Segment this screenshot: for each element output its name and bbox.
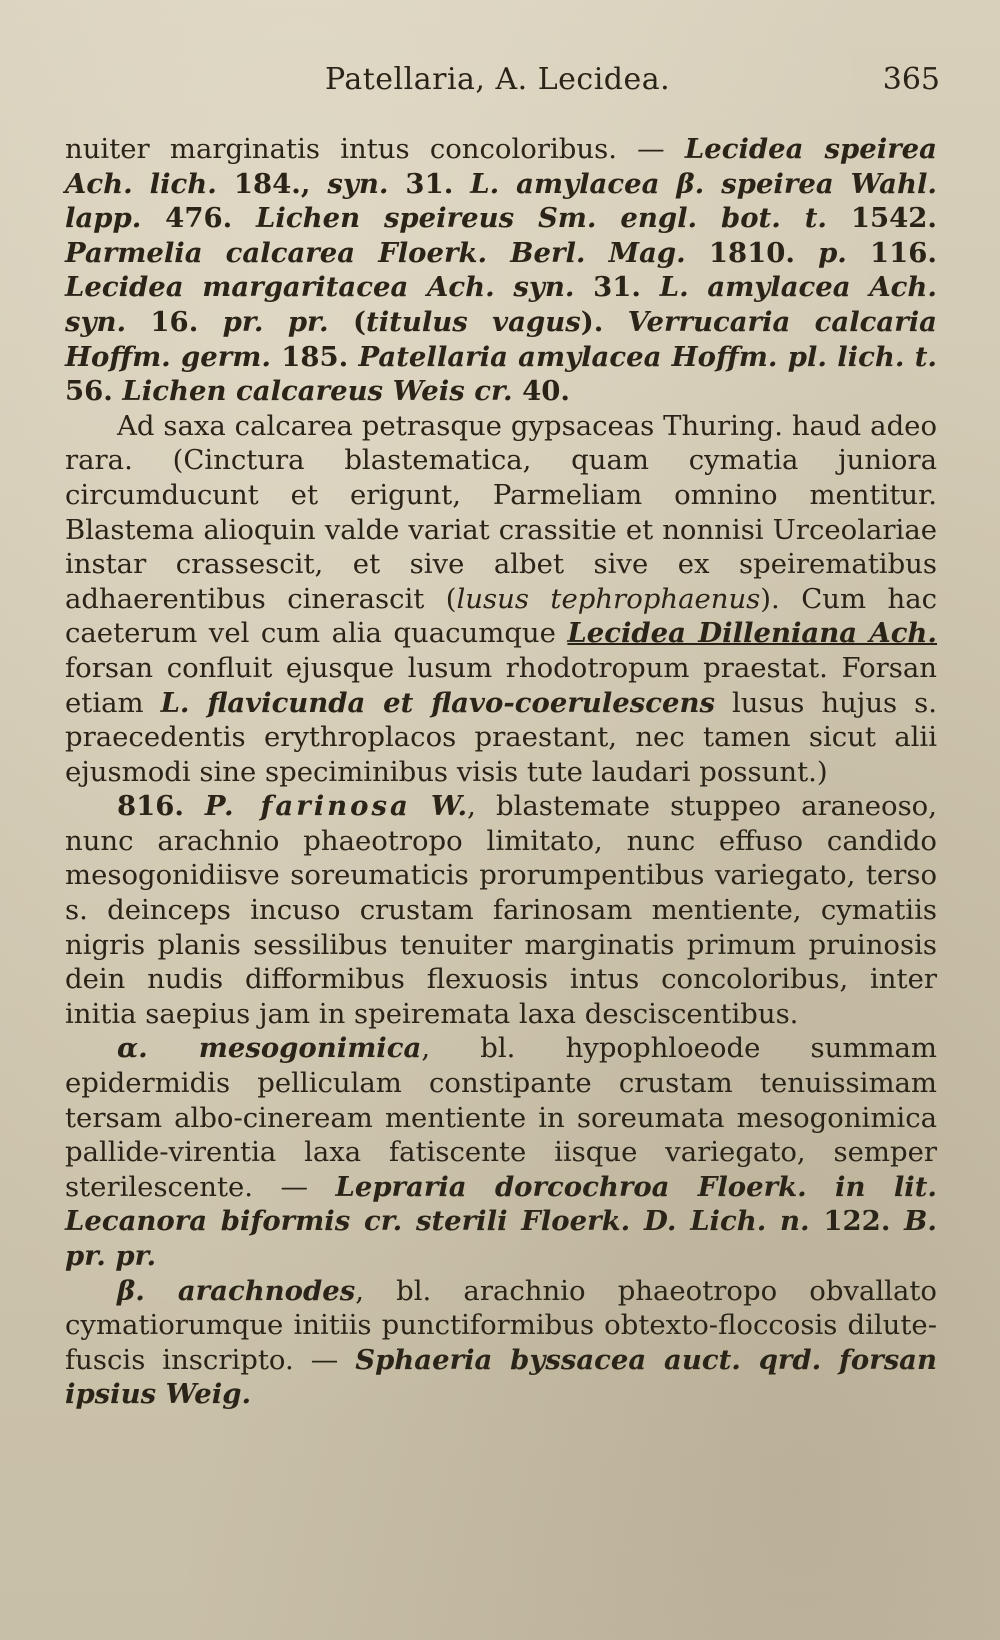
variety-name: β. arachnodes xyxy=(117,1274,356,1307)
text-span: 116. xyxy=(846,236,937,269)
taxon-citation: Verrucaria calcaria Hoffm. germ. xyxy=(65,305,937,373)
text-span: forsan confluit ejusque lusum rhodotropum praestat. Forsan etiam xyxy=(65,651,937,719)
variety-name: α. mesogonimica xyxy=(117,1032,422,1065)
text-span: 184., xyxy=(216,167,328,200)
text-span: lusus hujus s. praecedentis erythroplacos praestant, nec tamen sicut alii ejusmodi sine speciminibus visis tute laudari possunt.) xyxy=(65,686,937,788)
species-author: W. xyxy=(430,790,468,823)
taxon-citation: syn. xyxy=(327,167,389,200)
text-span: Ad saxa calcarea petrasque gypsaceas Thuring. haud adeo rara. (Cinctura blastematica, quam cymatia juniora circumducunt et erigunt, Parmeliam omnino mentitur. Blastema alioquin valde variat crassitie et nonnisi Urceolariae instar crassescit, et sive albet sive ex speirematibus adhaerentibus cinerascit ( xyxy=(65,409,937,615)
taxon-citation: Parmelia calcarea Floerk. Berl. Mag. xyxy=(65,236,686,269)
page-body xyxy=(65,132,937,1412)
taxon-citation: Lecidea margaritacea Ach. syn. xyxy=(65,271,575,304)
taxon-citation: L. amylacea Ach. syn. xyxy=(65,271,937,338)
taxon-citation: titulus vagus xyxy=(366,305,581,338)
header-title: Patellaria, A. Lecidea. xyxy=(325,62,671,97)
text-span: 185. xyxy=(270,340,359,373)
taxon-citation: p. xyxy=(818,236,847,269)
species-name: P. farinosa xyxy=(204,790,411,823)
taxon-citation: Lichen calcareus Weis cr. xyxy=(122,375,513,408)
text-span: ( xyxy=(328,305,367,338)
text-span: 40. xyxy=(512,375,570,408)
variety-beta xyxy=(65,1274,937,1412)
taxon-citation: Lecidea speirea Ach. lich. xyxy=(65,133,937,200)
taxon-citation: Sphaeria byssacea auct. qrd. forsan ipsius Weig. xyxy=(65,1343,937,1411)
entry-number: 816. xyxy=(117,790,205,823)
running-header xyxy=(60,62,940,106)
taxon-citation: B. pr. pr. xyxy=(65,1205,937,1272)
taxon-citation: L. flavicunda et flavo-coerulescens xyxy=(160,686,715,719)
text-span: ). Cum hac caeterum vel cum alia quacumque xyxy=(65,582,937,650)
taxon-citation: Lichen speireus Sm. engl. bot. t. xyxy=(256,202,827,235)
text-span: 56. xyxy=(65,375,123,408)
text-span: , bl. hypophloeode summam epidermidis pelliculam constipante crustam tenuissimam tersam albo-cineream mentiente in soreumata mesogonimica pallide-virentia laxa fatiscente iisque variegato, semper sterilescente. — xyxy=(65,1032,937,1203)
taxon-citation: Lepraria dorcochroa Floerk. in lit. xyxy=(335,1170,937,1203)
text-span: 1542. xyxy=(826,202,937,235)
underlined-taxon: Lecidea Dilleniana Ach. xyxy=(567,617,938,650)
synonymy-paragraph xyxy=(65,132,937,409)
text-span: 31. xyxy=(388,167,471,200)
species-entry-816 xyxy=(65,789,937,1031)
text-span: nuiter marginatis intus concoloribus. — xyxy=(65,133,685,165)
variety-alpha xyxy=(65,1031,937,1273)
text-span: , bl. arachnio phaeotropo obvallato cymatiorumque initiis punctiformibus obtexto-floccosis dilute-fuscis inscripto. — xyxy=(65,1274,937,1376)
text-span: 31. xyxy=(574,271,660,304)
text-span: ). xyxy=(580,305,628,338)
text-span xyxy=(411,790,431,822)
taxon-citation: pr. pr. xyxy=(222,305,329,338)
italic-term: lusus tephrophaenus xyxy=(456,582,761,615)
text-span: 476. xyxy=(141,202,257,235)
taxon-citation: Patellaria amylacea Hoffm. pl. lich. t. xyxy=(358,340,937,373)
text-span: 122. xyxy=(809,1205,905,1238)
text-span: 16. xyxy=(126,305,223,338)
taxon-citation: Lecanora biformis cr. sterili Floerk. D. Lich. n. xyxy=(65,1205,810,1238)
page-number: 365 xyxy=(882,62,940,97)
habitat-paragraph xyxy=(65,409,937,790)
text-span: , blastemate stuppeo araneoso, nunc arachnio phaeotropo limitato, nunc effuso candido mesogonidiisve soreumaticis prorumpentibus variegato, terso s. deinceps incuso crustam farinosam mentiente, cymatiis nigris planis sessilibus tenuiter marginatis primum pruinosis dein nudis difformibus flexuosis intus concoloribus, inter initia saepius jam in speiremata laxa desciscentibus. xyxy=(65,790,937,1030)
text-span: 1810. xyxy=(685,236,819,269)
taxon-citation: L. amylacea β. speirea Wahl. lapp. xyxy=(65,167,938,235)
